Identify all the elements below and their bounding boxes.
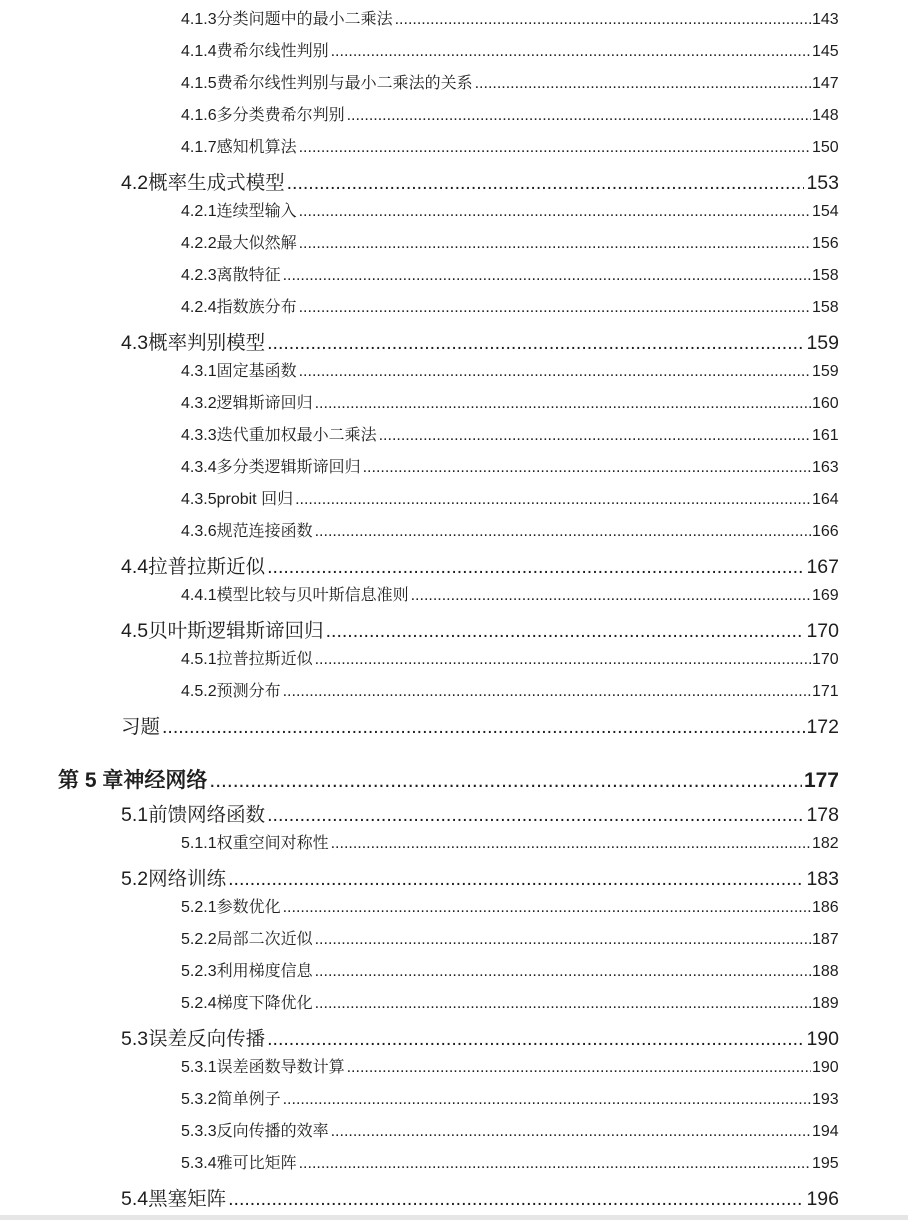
toc-entry-page-number: 188 <box>812 963 839 980</box>
toc-entry-page-number: 143 <box>812 11 839 28</box>
toc-entry-title: 局部二次近似 <box>216 931 313 948</box>
dot-leader <box>363 459 811 477</box>
dot-leader <box>315 931 811 949</box>
toc-entry-number: 4.2.4 <box>181 299 217 316</box>
toc-entry-number: 5.3.2 <box>181 1091 217 1108</box>
toc-entry-number: 4.5.1 <box>181 651 217 668</box>
toc-entry-number: 4.1.4 <box>181 43 217 60</box>
toc-entry-title: 概率生成式模型 <box>148 172 285 194</box>
dot-leader <box>379 427 811 445</box>
toc-entry-number: 4.3 <box>121 332 149 354</box>
toc-entry-number: 4.2.1 <box>181 203 217 220</box>
toc-entry-sub[interactable] <box>181 518 838 550</box>
dot-leader <box>331 835 811 853</box>
toc-entry-sub[interactable] <box>181 294 838 326</box>
dot-leader <box>267 556 804 579</box>
toc-entry-number: 4.1.3 <box>181 11 217 28</box>
toc-entry-page-number: 190 <box>812 1059 839 1076</box>
toc-entry-section[interactable] <box>121 551 839 583</box>
toc-entry-chapter[interactable] <box>58 764 839 798</box>
toc-entry-page-number: 172 <box>806 716 839 738</box>
toc-entry-sub[interactable] <box>181 1150 838 1182</box>
toc-entry-number: 5.2 <box>121 868 149 890</box>
toc-entry-number: 4.5 <box>121 620 149 642</box>
toc-entry-title: 梯度下降优化 <box>216 995 313 1012</box>
toc-entry-page-number: 160 <box>812 395 839 412</box>
toc-entry-number: 4.3.2 <box>181 395 217 412</box>
toc-entry-page-number: 147 <box>812 75 839 92</box>
toc-entry-number: 第 5 章 <box>58 769 124 792</box>
toc-entry-page-number: 148 <box>812 107 839 124</box>
toc-entry-page-number: 183 <box>806 868 839 890</box>
toc-entry-title: 指数族分布 <box>216 299 297 316</box>
toc-entry-page-number: 182 <box>812 835 839 852</box>
toc-entry-page-number: 190 <box>806 1028 839 1050</box>
dot-leader <box>347 1059 811 1077</box>
toc-entry-title: 拉普拉斯近似 <box>148 556 266 578</box>
dot-leader <box>315 523 811 541</box>
dot-leader <box>315 395 811 413</box>
toc-entry-sub[interactable] <box>181 422 838 454</box>
toc-entry-page-number: 145 <box>812 43 839 60</box>
toc-entry-sub[interactable] <box>181 230 838 262</box>
toc-entry-sub[interactable] <box>181 262 838 294</box>
toc-entry-page-number: 163 <box>812 459 839 476</box>
toc-entry-title: 误差反向传播 <box>148 1028 266 1050</box>
toc-entry-sub[interactable] <box>181 390 838 422</box>
toc-entry-title: 离散特征 <box>216 267 281 284</box>
toc-entry-title: 多分类逻辑斯谛回归 <box>216 459 361 476</box>
toc-entry-page-number: 150 <box>812 139 839 156</box>
toc-entry-title: 权重空间对称性 <box>216 835 329 852</box>
dot-leader <box>287 172 804 195</box>
dot-leader <box>162 716 805 739</box>
toc-entry-section[interactable] <box>121 167 839 199</box>
toc-entry-number: 5.2.2 <box>181 931 217 948</box>
toc-entry-number: 4.2.3 <box>181 267 217 284</box>
toc-entry-number: 4.3.6 <box>181 523 217 540</box>
toc-entry-title: 多分类费希尔判别 <box>216 107 345 124</box>
dot-leader <box>315 651 811 669</box>
toc-entry-title: 前馈网络函数 <box>148 804 266 826</box>
toc-entry-number: 5.3.1 <box>181 1059 217 1076</box>
toc-entry-number: 4.2.2 <box>181 235 217 252</box>
dot-leader <box>299 139 811 157</box>
toc-entry-sub[interactable] <box>181 894 838 926</box>
toc-entry-sub[interactable] <box>181 990 838 1022</box>
toc-entry-page-number: 158 <box>812 267 839 284</box>
toc-entry-sub[interactable] <box>181 358 838 390</box>
toc-entry-sub[interactable] <box>181 6 838 38</box>
dot-leader <box>331 1123 811 1141</box>
toc-entry-title: probit 回归 <box>216 491 294 508</box>
dot-leader <box>228 1188 804 1211</box>
toc-entry-title: 网络训练 <box>148 868 227 890</box>
toc-entry-number: 4.1.6 <box>181 107 217 124</box>
page-bottom-edge <box>0 1215 908 1220</box>
toc-entry-title: 反向传播的效率 <box>216 1123 329 1140</box>
toc-entry-page-number: 189 <box>812 995 839 1012</box>
toc-entry-number: 5.4 <box>121 1188 149 1210</box>
toc-entry-title: 连续型输入 <box>216 203 297 220</box>
toc-entry-number: 5.3 <box>121 1028 149 1050</box>
toc-entry-section[interactable] <box>121 615 839 647</box>
dot-leader <box>315 995 811 1013</box>
toc-entry-page-number: 193 <box>812 1091 839 1108</box>
toc-entry-sub[interactable] <box>181 198 838 230</box>
toc-entry-title: 雅可比矩阵 <box>216 1155 297 1172</box>
dot-leader <box>299 1155 811 1173</box>
toc-entry-page-number: 164 <box>812 491 839 508</box>
toc-entry-number: 5.3.4 <box>181 1155 217 1172</box>
toc-entry-number: 5.2.1 <box>181 899 217 916</box>
dot-leader <box>283 899 811 917</box>
toc-entry-title: 误差函数导数计算 <box>216 1059 345 1076</box>
toc-entry-page-number: 153 <box>806 172 839 194</box>
toc-entry-sub[interactable] <box>181 454 838 486</box>
toc-entry-sub[interactable] <box>181 1118 838 1150</box>
toc-entry-sub[interactable] <box>181 1086 838 1118</box>
dot-leader <box>347 107 811 125</box>
toc-entry-sub[interactable] <box>181 486 838 518</box>
toc-entry-sub[interactable] <box>181 38 838 70</box>
dot-leader <box>299 299 811 317</box>
dot-leader <box>283 267 811 285</box>
toc-entry-page-number: 159 <box>806 332 839 354</box>
dot-leader <box>299 235 811 253</box>
toc-entry-title: 预测分布 <box>216 683 281 700</box>
toc-entry-title: 黑塞矩阵 <box>148 1188 227 1210</box>
toc-entry-sub[interactable] <box>181 582 838 614</box>
dot-leader <box>299 363 811 381</box>
toc-entry-title: 逻辑斯谛回归 <box>216 395 313 412</box>
toc-entry-sub[interactable] <box>181 830 838 862</box>
toc-entry-title: 贝叶斯逻辑斯谛回归 <box>148 620 324 642</box>
toc-entry-page-number: 187 <box>812 931 839 948</box>
toc-entry-page-number: 159 <box>812 363 839 380</box>
toc-entry-page-number: 154 <box>812 203 839 220</box>
toc-entry-title: 感知机算法 <box>216 139 297 156</box>
toc-entry-section[interactable] <box>121 327 839 359</box>
toc-entry-section[interactable] <box>121 1183 839 1215</box>
toc-entry-number: 4.2 <box>121 172 149 194</box>
dot-leader <box>228 868 804 891</box>
dot-leader <box>283 683 811 701</box>
toc-entry-title: 习题 <box>121 716 161 738</box>
toc-entry-number: 4.5.2 <box>181 683 217 700</box>
toc-entry-number: 4.3.4 <box>181 459 217 476</box>
toc-entry-number: 5.2.4 <box>181 995 217 1012</box>
toc-entry-title: 神经网络 <box>123 769 208 792</box>
toc-entry-title: 规范连接函数 <box>216 523 313 540</box>
dot-leader <box>315 963 811 981</box>
toc-entry-page-number: 161 <box>812 427 839 444</box>
toc-entry-number: 4.3.5 <box>181 491 217 508</box>
dot-leader <box>267 804 804 827</box>
dot-leader <box>267 332 804 355</box>
toc-entry-title: 分类问题中的最小二乘法 <box>216 11 393 28</box>
toc-entry-sub[interactable] <box>181 646 838 678</box>
toc-entry-exercise[interactable] <box>121 711 839 743</box>
toc-entry-title: 费希尔线性判别 <box>216 43 329 60</box>
toc-entry-sub[interactable] <box>181 958 838 990</box>
toc-entry-page-number: 186 <box>812 899 839 916</box>
toc-entry-page-number: 170 <box>812 651 839 668</box>
toc-entry-section[interactable] <box>121 1023 839 1055</box>
dot-leader <box>283 1091 811 1109</box>
toc-entry-number: 4.1.5 <box>181 75 217 92</box>
toc-entry-title: 拉普拉斯近似 <box>216 651 313 668</box>
toc-entry-page-number: 171 <box>812 683 839 700</box>
dot-leader <box>395 11 811 29</box>
toc-entry-number: 4.4.1 <box>181 587 217 604</box>
toc-entry-page-number: 166 <box>812 523 839 540</box>
toc-entry-title: 概率判别模型 <box>148 332 266 354</box>
toc-entry-number: 5.3.3 <box>181 1123 217 1140</box>
toc-entry-number: 5.1 <box>121 804 149 826</box>
toc-entry-number: 4.3.3 <box>181 427 217 444</box>
toc-entry-section[interactable] <box>121 799 839 831</box>
toc-entry-page-number: 158 <box>812 299 839 316</box>
toc-entry-number: 4.1.7 <box>181 139 217 156</box>
toc-entry-title: 迭代重加权最小二乘法 <box>216 427 377 444</box>
toc-entry-title: 固定基函数 <box>216 363 297 380</box>
toc-entry-sub[interactable] <box>181 70 838 102</box>
dot-leader <box>475 75 811 93</box>
toc-entry-sub[interactable] <box>181 678 838 710</box>
dot-leader <box>331 43 811 61</box>
toc-entry-title: 利用梯度信息 <box>216 963 313 980</box>
toc-entry-number: 5.2.3 <box>181 963 217 980</box>
toc-entry-page-number: 194 <box>812 1123 839 1140</box>
toc-entry-title: 简单例子 <box>216 1091 281 1108</box>
dot-leader <box>326 620 804 643</box>
toc-entry-title: 模型比较与贝叶斯信息准则 <box>216 587 409 604</box>
toc-entry-page-number: 196 <box>806 1188 839 1210</box>
toc-entry-sub[interactable] <box>181 102 838 134</box>
toc-entry-title: 费希尔线性判别与最小二乘法的关系 <box>216 75 473 92</box>
toc-entry-sub[interactable] <box>181 1054 838 1086</box>
toc-entry-number: 5.1.1 <box>181 835 217 852</box>
dot-leader <box>209 769 802 793</box>
toc-entry-page-number: 177 <box>803 769 839 792</box>
toc-entry-number: 4.3.1 <box>181 363 217 380</box>
toc-entry-page-number: 167 <box>806 556 839 578</box>
toc-entry-page-number: 156 <box>812 235 839 252</box>
toc-entry-page-number: 178 <box>806 804 839 826</box>
toc-entry-section[interactable] <box>121 863 839 895</box>
dot-leader <box>267 1028 804 1051</box>
toc-entry-page-number: 170 <box>806 620 839 642</box>
dot-leader <box>295 491 811 509</box>
dot-leader <box>299 203 811 221</box>
toc-entry-title: 参数优化 <box>216 899 281 916</box>
toc-entry-sub[interactable] <box>181 134 838 166</box>
dot-leader <box>411 587 811 605</box>
toc-entry-sub[interactable] <box>181 926 838 958</box>
toc-entry-title: 最大似然解 <box>216 235 297 252</box>
toc-entry-page-number: 169 <box>812 587 839 604</box>
toc-entry-page-number: 195 <box>812 1155 839 1172</box>
toc-entry-number: 4.4 <box>121 556 149 578</box>
